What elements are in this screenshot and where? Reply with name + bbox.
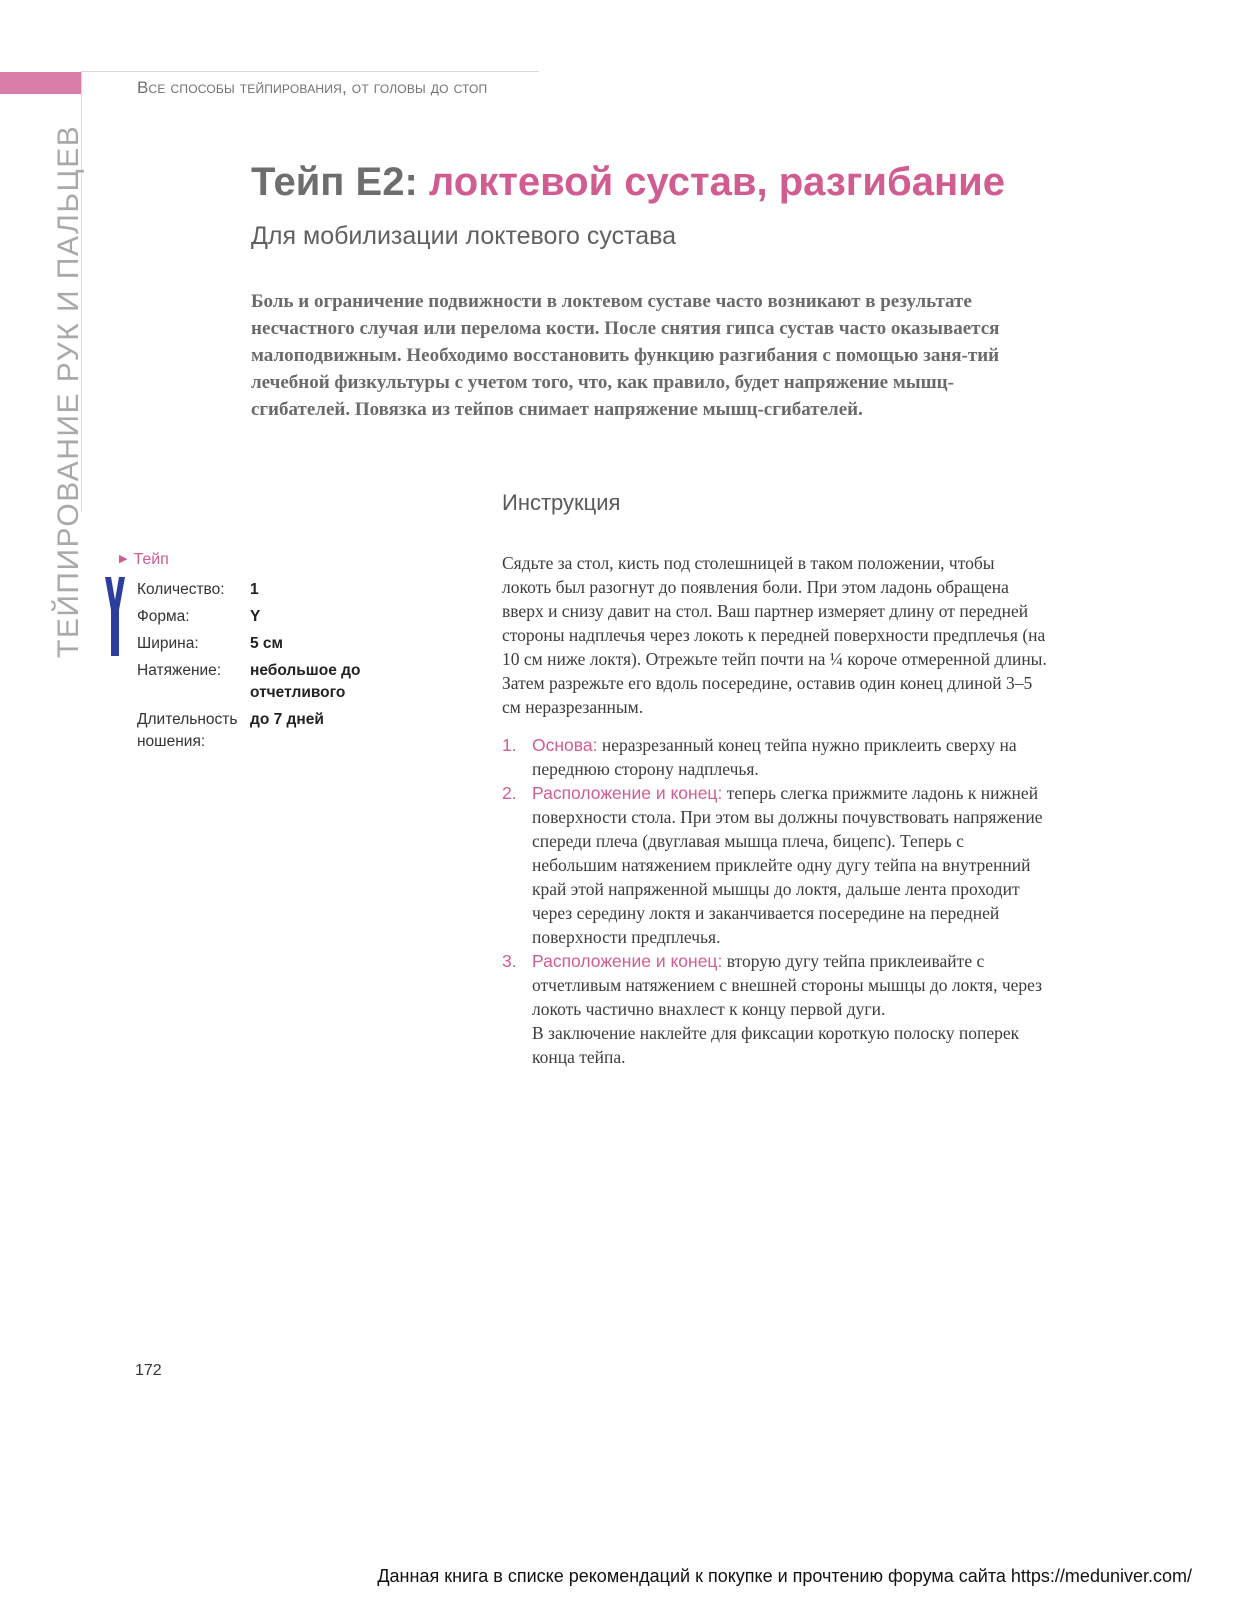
tape-specs (137, 579, 390, 758)
step-label: Расположение и конец: (532, 951, 723, 971)
header-rule (81, 71, 539, 72)
step-number: 2. (502, 783, 517, 803)
page-subtitle: Для мобилизации локтевого сустава (251, 222, 677, 250)
step-text: вторую дугу тейпа приклеивайте с отчетливым натяжением с внешней стороны мышцы до локтя, через локоть частично внахлест к концу первой дуги. (532, 951, 1043, 1019)
spec-key: Длительность ношения: (137, 711, 238, 750)
tape-label-text: Тейп (133, 551, 169, 568)
tape-label (119, 551, 169, 569)
intro-paragraph: Боль и ограничение подвижности в локтевом суставе часто возникают в результате несчастного случая или перелома кости. После снятия гипса сустав часто оказывается малоподвижным. Необходимо восстановить функцию разгибания с помощью заня-тий лечебной физкультуры с учетом того, что, как правило, будет напряжение мышц-сгибателей. Повязка из тейпов снимает напряжение мышц-сгибателей. (251, 291, 1000, 420)
chapter-side-title: ТЕЙПИРОВАНИЕ РУК И ПАЛЬЦЕВ (52, 124, 85, 658)
page-title (251, 160, 1005, 205)
spec-row (137, 606, 390, 628)
footer-note: Данная книга в списке рекомендаций к покупке и прочтению форума сайта https://meduniver.com/ (377, 1566, 1192, 1586)
instructions-heading: Инструкция (502, 490, 621, 515)
instruction-step (502, 949, 1047, 1069)
spec-value: 5 см (250, 635, 284, 652)
spec-key: Количество: (137, 581, 225, 598)
instruction-step (502, 781, 1047, 949)
spec-row (137, 633, 390, 655)
spec-key: Натяжение: (137, 662, 222, 679)
step-number: 1. (502, 735, 517, 755)
spec-value: Y (250, 608, 261, 625)
triangle-marker-icon: ▶ (119, 553, 128, 565)
step-text: неразрезанный конец тейпа нужно приклеить сверху на переднюю сторону надплечья. (532, 735, 1017, 779)
step-label: Расположение и конец: (532, 783, 723, 803)
step-text: теперь слегка прижмите ладонь к нижней поверхности стола. При этом вы должны почувствовать напряжение спереди плеча (двуглавая мышца плеча, бицепс). Теперь с небольшим натяжением приклейте одну дугу тейпа на внутренний край этой напряженной мышцы до локтя, дальше лента проходит через середину локтя и заканчивается посередине на передней поверхности предплечья. (532, 783, 1043, 947)
tape-y-icon (104, 576, 126, 658)
step-number: 3. (502, 951, 517, 971)
spec-row (137, 579, 390, 601)
instructions-paragraph: Сядьте за стол, кисть под столешницей в таком положении, чтобы локоть был разогнут до появления боли. При этом ладонь обращена вверх и снизу давит на стол. Ваш партнер измеряет длину от передней стороны надплечья через локоть к передней поверхности предплечья (на 10 см ниже локтя). Отрежьте тейп почти на ¼ короче отмеренной длины. Затем разрежьте его вдоль посередине, оставив один конец длиной 3–5 см неразрезанным. (502, 553, 1047, 717)
spec-key: Форма: (137, 608, 190, 625)
instructions-body (502, 551, 1047, 1069)
instruction-steps (502, 733, 1047, 1069)
page-number: 172 (135, 1362, 162, 1379)
spec-value: 1 (250, 581, 259, 598)
closing-note: В заключение наклейте для фиксации короткую полоску поперек конца тейпа. (532, 1023, 1020, 1067)
section-color-bar (0, 72, 81, 94)
spec-row (137, 709, 390, 753)
spec-row (137, 660, 390, 704)
spec-value: небольшое до отчетливого (250, 662, 361, 701)
title-prefix: Тейп Е2: (251, 160, 418, 204)
spec-value: до 7 дней (250, 711, 324, 728)
spec-key: Ширина: (137, 635, 199, 652)
step-label: Основа: (532, 735, 598, 755)
instruction-step (502, 733, 1047, 781)
title-accent: локтевой сустав, разгибание (428, 160, 1005, 204)
running-head: Все способы тейпирования, от головы до стоп (137, 78, 488, 97)
